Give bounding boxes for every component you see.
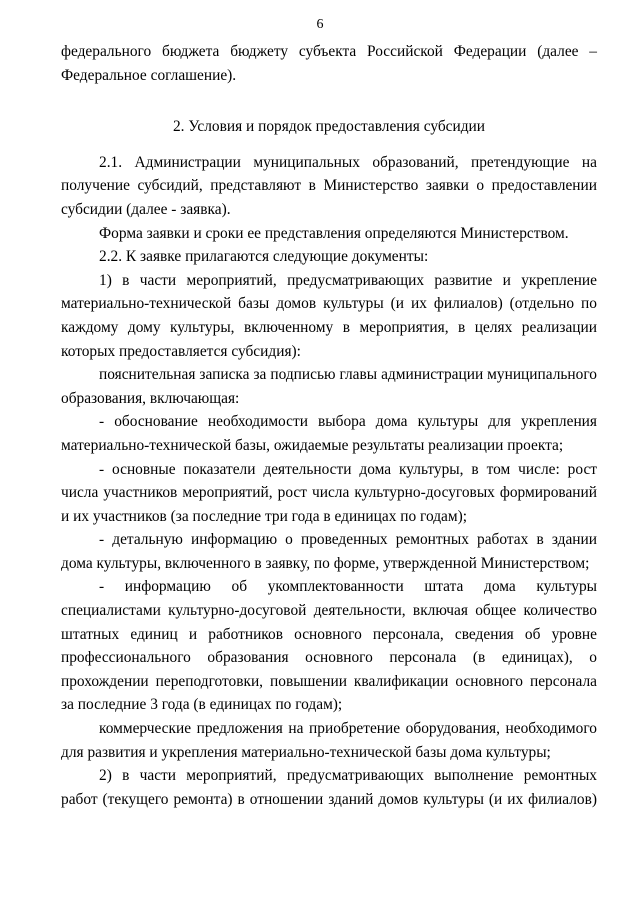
paragraph-2-2: 2.2. К заявке прилагаются следующие документы:: [99, 248, 429, 266]
paragraph-item-2: 2) в части мероприятий, предусматривающих выполнение ремонтных работ (текущего ремонта) в отношении зданий домов культуры (и их филиалов): [61, 767, 597, 808]
document-body: [61, 40, 597, 811]
paragraph-indicators: - основные показатели деятельности дома культуры, в том числе: рост числа участников мероприятий, рост числа культурно-досуговых формирований и их участников (за последние три года в единицах по годам);: [61, 460, 597, 525]
paragraph-repair-info: - детальную информацию о проведенных ремонтных работах в здании дома культуры, включенного в заявку, по форме, утвержденной Министерством;: [61, 531, 597, 572]
paragraph-justification: - обоснование необходимости выбора дома культуры для укрепления материально-технической базы, ожидаемые результаты реализации проекта;: [61, 413, 597, 454]
paragraph-2-1: 2.1. Администрации муниципальных образований, претендующие на получение субсидий, представляют в Министерство заявки о предоставлении субсидии (далее - заявка).: [61, 153, 597, 218]
paragraph-application-form: Форма заявки и сроки ее представления определяются Министерством.: [99, 224, 569, 242]
section-heading: 2. Условия и порядок предоставления субсидии: [172, 118, 486, 136]
paragraph-federal-agreement: федерального бюджета бюджету субъекта Российской Федерации (далее – Федеральное соглашение).: [61, 43, 597, 84]
paragraph-explanatory-note: пояснительная записка за подписью главы администрации муниципального образования, включающая:: [61, 366, 597, 407]
paragraph-item-1: 1) в части мероприятий, предусматривающих развитие и укрепление материально-технической базы домов культуры (и их филиалов) (отдельно по каждому дому культуры, включенному в мероприятия, в целях реализации которых предоставляется субсидия):: [61, 271, 597, 360]
paragraph-commercial-offers: коммерческие предложения на приобретение оборудования, необходимого для развития и укрепления материально-технической базы дома культуры;: [61, 720, 597, 761]
page-number: 6: [316, 17, 324, 32]
paragraph-staffing: - информацию об укомплектованности штата дома культуры специалистами культурно-досуговой деятельности, включая общее количество штатных единиц и работников основного персонала, сведения об уровне профессионального образования основного персонала (в единицах), о прохождении переподготовки, повышении квалификации основного персонала за последние 3 года (в единицах по годам);: [61, 578, 597, 714]
